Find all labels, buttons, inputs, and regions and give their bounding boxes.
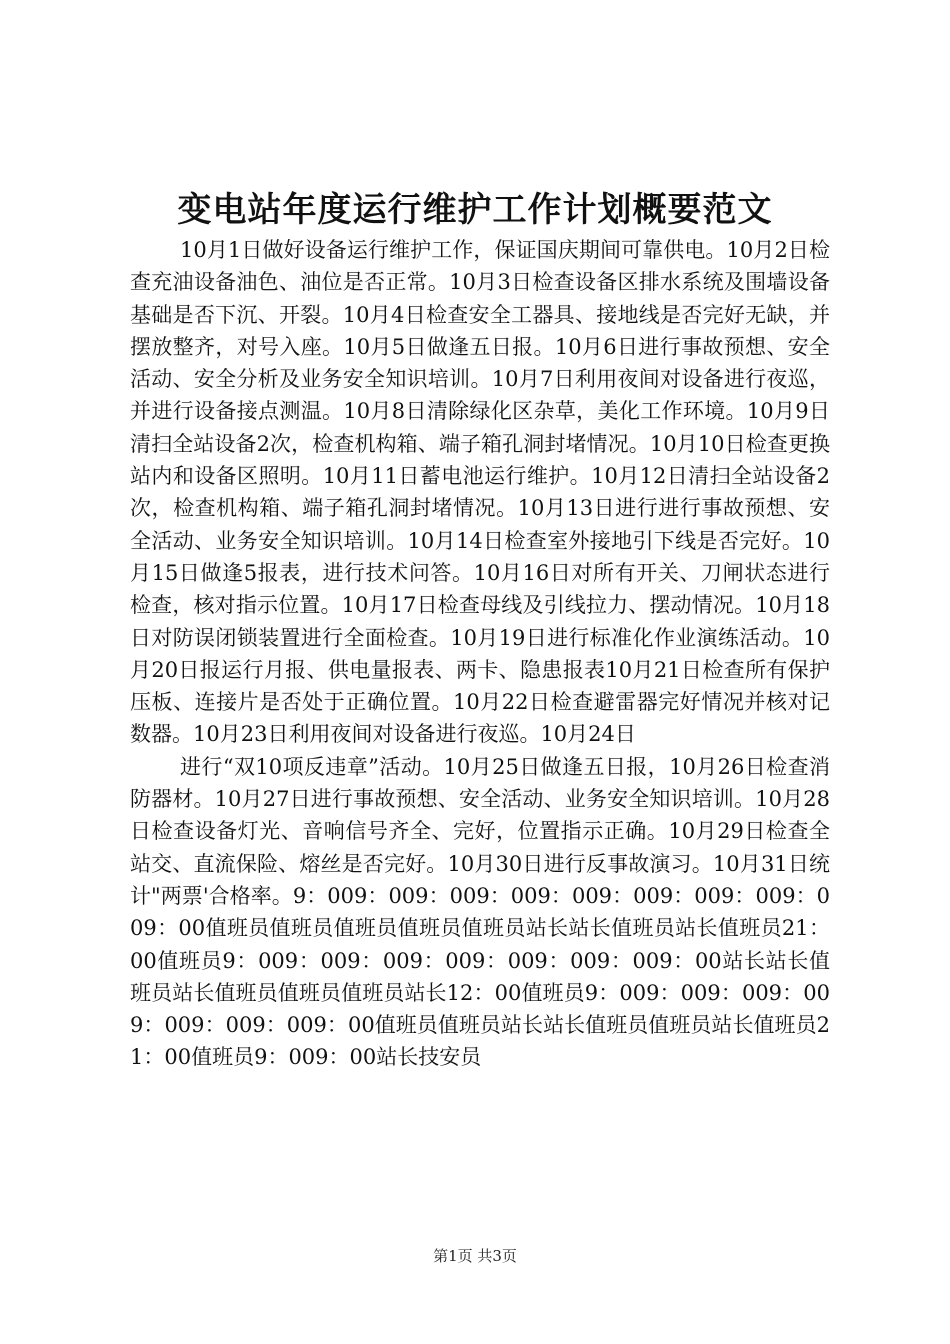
body-paragraph-1: 10月1日做好设备运行维护工作，保证国庆期间可靠供电。10月2日检查充油设备油色、油位是否正常。10月3日检查设备区排水系统及围墙设备基础是否下沉、开裂。10月4日检查安全工器具、接地线是否完好无缺，并摆放整齐，对号入座。10月5日做逢五日报。10月6日进行事故预想、安全活动、安全分析及业务安全知识培训。10月7日利用夜间对设备进行夜巡，并进行设备接点测温。10月8日清除绿化区杂草，美化工作环境。10月9日清扫全站设备2次，检查机构箱、端子箱孔洞封堵情况。10月10日检查更换站内和设备区照明。10月11日蓄电池运行维护。10月12日清扫全站设备2次，检查机构箱、端子箱孔洞封堵情况。10月13日进行进行事故预想、安全活动、业务安全知识培训。10月14日检查室外接地引下线是否完好。10月15日做逢5报表，进行技术问答。10月16日对所有开关、刀闸状态进行检查，核对指示位置。10月17日检查母线及引线拉力、摆动情况。10月18日对防误闭锁装置进行全面检查。10月19日进行标准化作业演练活动。10月20日报运行月报、供电量报表、两卡、隐患报表10月21日检查所有保护压板、连接片是否处于正确位置。10月22日检查避雷器完好情况并核对记数器。10月23日利用夜间对设备进行夜巡。10月24日 xyxy=(130,238,830,747)
page-footer: 第1页 共3页 xyxy=(433,1247,517,1265)
body-paragraph-2: 进行“双10项反违章”活动。10月25日做逢五日报，10月26日检查消防器材。10月27日进行事故预想、安全活动、业务安全知识培训。10月28日检查设备灯光、音响信号齐全、完好，位置指示正确。10月29日检查全站交、直流保险、熔丝是否完好。10月30日进行反事故演习。10月31日统计"两票'合格率。9：009：009：009：009：009：009：009：009：009：00值班员值班员值班员值班员值班员站长站长值班员站长值班员21：00值班员9：009：009：009：009：009：009：009：00站长站长值班员站长值班员值班员值班员站长12：00值班员9：009：009：009：009：009：009：009：00值班员值班员站长站长值班员值班员站长值班员21：00值班员9：009：00站长技安员 xyxy=(130,754,830,1070)
document-title: 变电站年度运行维护工作计划概要范文 xyxy=(177,190,773,230)
document-body xyxy=(130,234,830,1074)
